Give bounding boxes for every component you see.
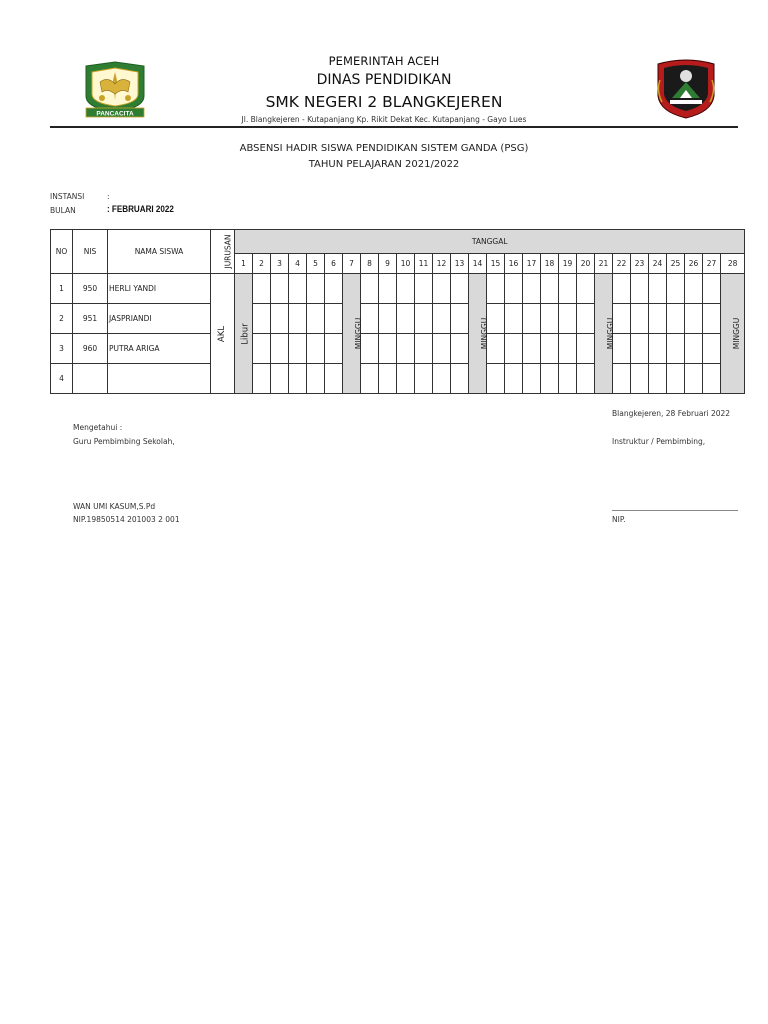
minggu-column	[343, 274, 364, 394]
header-nis: NIS	[73, 230, 108, 274]
attendance-cell[interactable]	[487, 274, 505, 304]
header-divider	[50, 126, 738, 128]
signature-mengetahui: Mengetahui :	[73, 423, 123, 432]
attendance-cell[interactable]	[703, 364, 721, 394]
row-nama: JASPRIANDI	[108, 304, 211, 334]
day-header: 24	[649, 254, 667, 274]
document-subtitle: TAHUN PELAJARAN 2021/2022	[308, 159, 460, 170]
day-header: 8	[361, 254, 379, 274]
day-header: 10	[397, 254, 415, 274]
header-tanggal: TANGGAL	[235, 230, 745, 254]
attendance-cell[interactable]	[271, 274, 289, 304]
attendance-cell[interactable]	[631, 364, 649, 394]
libur-label: Libur	[240, 322, 251, 345]
header-nama-siswa: NAMA SISWA	[108, 230, 211, 274]
attendance-cell[interactable]	[505, 334, 523, 364]
attendance-cell[interactable]	[577, 364, 595, 394]
attendance-cell[interactable]	[703, 334, 721, 364]
day-header: 18	[541, 254, 559, 274]
row-nis: 960	[73, 334, 108, 364]
attendance-cell[interactable]	[289, 274, 307, 304]
attendance-cell[interactable]	[433, 304, 451, 334]
day-header: 25	[667, 254, 685, 274]
attendance-table	[50, 229, 745, 394]
attendance-cell[interactable]	[541, 274, 559, 304]
document-title: ABSENSI HADIR SISWA PENDIDIKAN SISTEM GANDA (PSG)	[239, 143, 529, 154]
day-header: 2	[253, 254, 271, 274]
jurusan-cell	[211, 274, 235, 394]
signature-guru-nip: NIP.19850514 201003 2 001	[73, 515, 180, 524]
signature-place-date: Blangkejeren, 28 Februari 2022	[612, 409, 731, 418]
table-row	[51, 274, 745, 304]
attendance-cell[interactable]	[649, 334, 667, 364]
bulan-label: BULAN	[50, 206, 76, 215]
attendance-cell[interactable]	[577, 304, 595, 334]
attendance-cell[interactable]	[415, 334, 433, 364]
attendance-cell[interactable]	[703, 274, 721, 304]
attendance-cell[interactable]	[397, 364, 415, 394]
minggu-column	[469, 274, 490, 394]
attendance-cell[interactable]	[685, 334, 703, 364]
attendance-cell[interactable]	[505, 304, 523, 334]
instansi-label: INSTANSI	[50, 192, 85, 201]
attendance-cell[interactable]	[505, 364, 523, 394]
attendance-cell[interactable]	[397, 334, 415, 364]
attendance-cell[interactable]	[577, 274, 595, 304]
attendance-cell[interactable]	[559, 364, 577, 394]
row-nis	[73, 364, 108, 394]
row-no: 1	[51, 274, 73, 304]
attendance-cell[interactable]	[415, 304, 433, 334]
row-no: 2	[51, 304, 73, 334]
day-header: 14	[469, 254, 487, 274]
attendance-cell[interactable]	[307, 274, 325, 304]
header-no: NO	[51, 230, 73, 274]
attendance-cell[interactable]	[361, 274, 379, 304]
attendance-cell[interactable]	[379, 334, 397, 364]
attendance-cell[interactable]	[649, 274, 667, 304]
day-header: 6	[325, 254, 343, 274]
row-no: 3	[51, 334, 73, 364]
bulan-value: : FEBRUARI 2022	[107, 204, 174, 215]
attendance-cell[interactable]	[307, 364, 325, 394]
header-jurusan-label: JURUSAN	[223, 234, 233, 269]
jurusan-value: AKL	[217, 325, 228, 342]
attendance-cell[interactable]	[685, 274, 703, 304]
minggu-label: MINGGU	[354, 317, 364, 350]
attendance-cell[interactable]	[289, 304, 307, 334]
attendance-cell[interactable]	[397, 304, 415, 334]
attendance-cell[interactable]	[703, 304, 721, 334]
attendance-cell[interactable]	[613, 274, 631, 304]
attendance-cell[interactable]	[325, 304, 343, 334]
minggu-label: MINGGU	[480, 317, 490, 350]
attendance-cell[interactable]	[253, 304, 271, 334]
attendance-cell[interactable]	[379, 304, 397, 334]
minggu-column	[721, 274, 745, 394]
instansi-value: :	[107, 192, 110, 201]
signature-instruktur-nip: NIP.	[612, 515, 626, 524]
attendance-cell[interactable]	[541, 304, 559, 334]
attendance-cell[interactable]	[667, 364, 685, 394]
day-header: 5	[307, 254, 325, 274]
attendance-cell[interactable]	[541, 334, 559, 364]
attendance-cell[interactable]	[433, 334, 451, 364]
day-header: 27	[703, 254, 721, 274]
attendance-cell[interactable]	[523, 304, 541, 334]
row-nama: HERLI YANDI	[108, 274, 211, 304]
attendance-cell[interactable]	[685, 304, 703, 334]
attendance-cell[interactable]	[361, 364, 379, 394]
attendance-cell[interactable]	[487, 364, 505, 394]
header-address: Jl. Blangkejeren - Kutapanjang Kp. Rikit Dekat Kec. Kutapanjang - Gayo Lues	[241, 115, 527, 124]
day-header: 17	[523, 254, 541, 274]
attendance-cell[interactable]	[577, 334, 595, 364]
attendance-cell[interactable]	[451, 304, 469, 334]
attendance-cell[interactable]	[325, 334, 343, 364]
attendance-cell[interactable]	[559, 274, 577, 304]
day-header: 9	[379, 254, 397, 274]
attendance-cell[interactable]	[685, 364, 703, 394]
row-no: 4	[51, 364, 73, 394]
table-row	[51, 304, 745, 334]
day-header: 23	[631, 254, 649, 274]
attendance-cell[interactable]	[631, 274, 649, 304]
row-nama	[108, 364, 211, 394]
day-header: 15	[487, 254, 505, 274]
attendance-cell[interactable]	[613, 364, 631, 394]
header-jurusan	[211, 230, 235, 274]
signature-guru-label: Guru Pembimbing Sekolah,	[73, 437, 175, 446]
attendance-cell[interactable]	[289, 364, 307, 394]
attendance-cell[interactable]	[271, 304, 289, 334]
signature-line	[612, 510, 738, 511]
attendance-cell[interactable]	[433, 274, 451, 304]
svg-text:PANCACITA: PANCACITA	[96, 110, 134, 118]
signature-instruktur-label: Instruktur / Pembimbing,	[612, 437, 706, 446]
attendance-cell[interactable]	[505, 274, 523, 304]
row-nama: PUTRA ARIGA	[108, 334, 211, 364]
attendance-cell[interactable]	[667, 334, 685, 364]
attendance-cell[interactable]	[307, 334, 325, 364]
attendance-cell[interactable]	[271, 334, 289, 364]
attendance-cell[interactable]	[325, 274, 343, 304]
attendance-cell[interactable]	[667, 274, 685, 304]
attendance-cell[interactable]	[451, 334, 469, 364]
attendance-cell[interactable]	[325, 364, 343, 394]
day-header: 22	[613, 254, 631, 274]
table-row	[51, 334, 745, 364]
row-nis: 951	[73, 304, 108, 334]
attendance-cell[interactable]	[415, 274, 433, 304]
day-header: 3	[271, 254, 289, 274]
attendance-cell[interactable]	[541, 364, 559, 394]
attendance-cell[interactable]	[523, 274, 541, 304]
attendance-cell[interactable]	[559, 334, 577, 364]
day-header: 19	[559, 254, 577, 274]
minggu-label: MINGGU	[732, 317, 742, 350]
attendance-cell[interactable]	[415, 364, 433, 394]
header-department: DINAS PENDIDIKAN	[316, 72, 452, 88]
day-header: 20	[577, 254, 595, 274]
attendance-cell[interactable]	[253, 364, 271, 394]
attendance-cell[interactable]	[523, 334, 541, 364]
attendance-cell[interactable]	[433, 364, 451, 394]
day-header: 11	[415, 254, 433, 274]
signature-guru-name: WAN UMI KASUM,S.Pd	[73, 502, 156, 511]
day-header: 16	[505, 254, 523, 274]
day-header: 26	[685, 254, 703, 274]
attendance-cell[interactable]	[253, 274, 271, 304]
attendance-cell[interactable]	[451, 364, 469, 394]
attendance-cell[interactable]	[379, 274, 397, 304]
attendance-cell[interactable]	[667, 304, 685, 334]
day-header: 1	[235, 254, 253, 274]
header-school-name: SMK NEGERI 2 BLANGKEJEREN	[265, 93, 503, 111]
attendance-cell[interactable]	[271, 364, 289, 394]
attendance-cell[interactable]	[397, 274, 415, 304]
table-row	[51, 364, 745, 394]
row-nis: 950	[73, 274, 108, 304]
attendance-cell[interactable]	[379, 364, 397, 394]
minggu-column	[595, 274, 616, 394]
day-header: 13	[451, 254, 469, 274]
minggu-label: MINGGU	[606, 317, 616, 350]
day-header: 12	[433, 254, 451, 274]
attendance-cell[interactable]	[649, 304, 667, 334]
day-header: 4	[289, 254, 307, 274]
day-header: 7	[343, 254, 361, 274]
attendance-cell[interactable]	[307, 304, 325, 334]
attendance-cell[interactable]	[631, 304, 649, 334]
attendance-cell[interactable]	[559, 304, 577, 334]
attendance-cell[interactable]	[523, 364, 541, 394]
attendance-cell[interactable]	[451, 274, 469, 304]
libur-column	[235, 274, 253, 394]
attendance-cell[interactable]	[289, 334, 307, 364]
attendance-cell[interactable]	[253, 334, 271, 364]
header-government: PEMERINTAH ACEH	[328, 54, 440, 68]
attendance-cell[interactable]	[649, 364, 667, 394]
day-header: 21	[595, 254, 613, 274]
attendance-cell[interactable]	[631, 334, 649, 364]
day-header: 28	[721, 254, 745, 274]
